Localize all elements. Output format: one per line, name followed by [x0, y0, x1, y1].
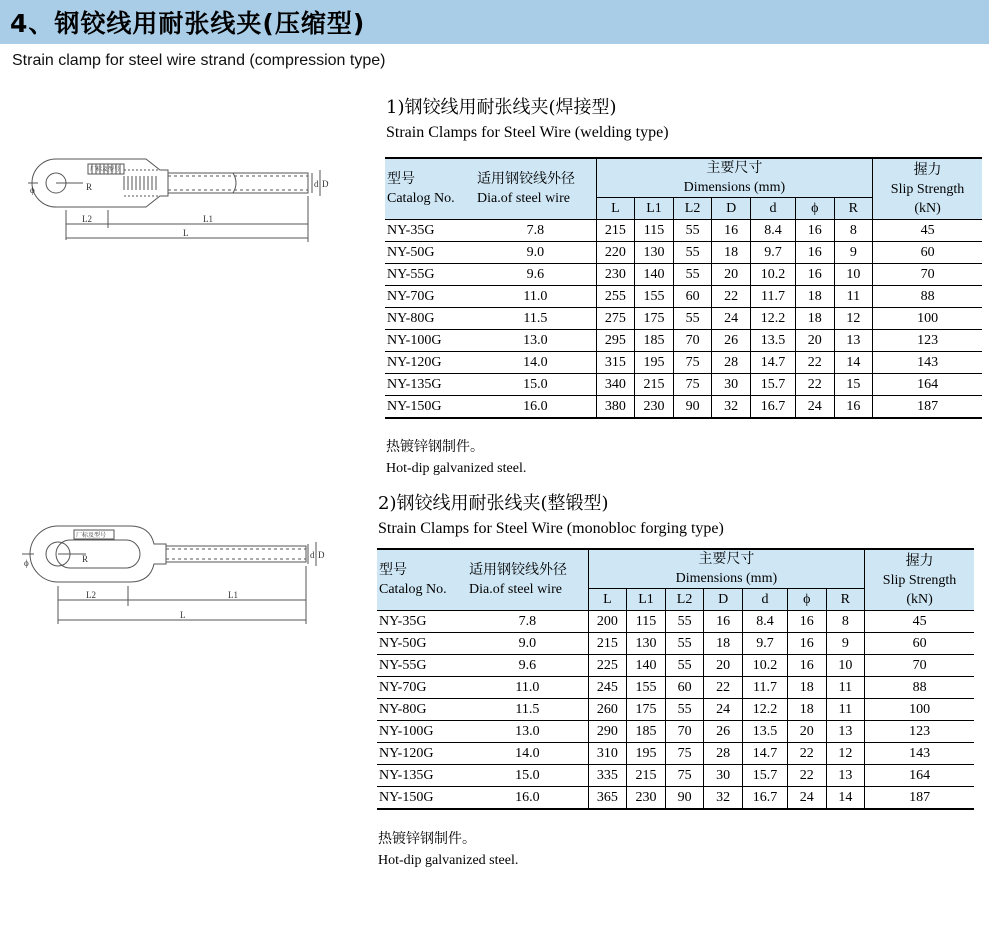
value-cell: 9.7 [742, 633, 787, 655]
drawing2-tag-label: 厂标及型号 [76, 533, 107, 539]
dim-col-header: D [704, 589, 743, 611]
value-cell: 11.5 [475, 308, 596, 330]
value-cell: 143 [865, 743, 974, 765]
value-cell: 200 [588, 611, 627, 633]
catalog-header: 型号 Catalog No. [377, 549, 467, 611]
dim-col-header: d [750, 198, 795, 220]
value-cell: 215 [635, 374, 674, 396]
table-row [385, 308, 982, 330]
value-cell: 155 [627, 677, 666, 699]
value-cell: 365 [588, 787, 627, 810]
drawing-d-label: d [314, 179, 319, 189]
value-cell: 8 [834, 220, 873, 242]
table-row [377, 699, 974, 721]
value-cell: 8.4 [742, 611, 787, 633]
table-row [385, 242, 982, 264]
drawing2-d-label: d [310, 550, 315, 560]
value-cell: 7.8 [467, 611, 588, 633]
value-cell: 10 [834, 264, 873, 286]
value-cell: 260 [588, 699, 627, 721]
value-cell: 75 [673, 352, 712, 374]
header-band [0, 0, 989, 44]
value-cell: 11 [826, 677, 865, 699]
value-cell: 100 [873, 308, 982, 330]
value-cell: 16.7 [742, 787, 787, 810]
value-cell: 16 [787, 655, 826, 677]
value-cell: 123 [865, 721, 974, 743]
value-cell: 11.0 [467, 677, 588, 699]
value-cell: 88 [865, 677, 974, 699]
value-cell: 30 [712, 374, 751, 396]
value-cell: 14.0 [475, 352, 596, 374]
value-cell: 8 [826, 611, 865, 633]
value-cell: 155 [635, 286, 674, 308]
catalog-cell: NY-80G [377, 699, 467, 721]
table-row [377, 677, 974, 699]
forging-clamp-drawing [18, 520, 333, 630]
value-cell: 70 [865, 655, 974, 677]
dia-header: 适用钢铰线外径 Dia.of steel wire [475, 158, 596, 220]
table-row [385, 396, 982, 419]
value-cell: 15.0 [467, 765, 588, 787]
value-cell: 185 [627, 721, 666, 743]
value-cell: 195 [627, 743, 666, 765]
value-cell: 55 [665, 699, 704, 721]
value-cell: 13.5 [742, 721, 787, 743]
value-cell: 11.5 [467, 699, 588, 721]
section1-note: 热镀锌钢制件。 Hot-dip galvanized steel. [386, 440, 527, 476]
table-row [385, 264, 982, 286]
value-cell: 55 [673, 264, 712, 286]
value-cell: 290 [588, 721, 627, 743]
catalog-cell: NY-150G [385, 396, 475, 419]
drawing2-phi-label: ϕ [24, 558, 29, 568]
value-cell: 9.0 [467, 633, 588, 655]
dim-col-header: L1 [627, 589, 666, 611]
section2-subtitle: Strain Clamps for Steel Wire (monobloc forging type) [378, 520, 724, 537]
value-cell: 26 [712, 330, 751, 352]
value-cell: 12 [826, 743, 865, 765]
value-cell: 22 [795, 352, 834, 374]
value-cell: 15 [834, 374, 873, 396]
value-cell: 14 [834, 352, 873, 374]
value-cell: 14.0 [467, 743, 588, 765]
value-cell: 26 [704, 721, 743, 743]
drawing-phi-label: ϕ [30, 185, 35, 195]
value-cell: 20 [712, 264, 751, 286]
value-cell: 10 [826, 655, 865, 677]
value-cell: 70 [673, 330, 712, 352]
value-cell: 22 [787, 765, 826, 787]
catalog-header: 型号 Catalog No. [385, 158, 475, 220]
welding-clamp-drawing [28, 150, 333, 250]
value-cell: 75 [673, 374, 712, 396]
value-cell: 18 [795, 308, 834, 330]
value-cell: 28 [704, 743, 743, 765]
value-cell: 310 [588, 743, 627, 765]
value-cell: 215 [596, 220, 635, 242]
drawing-r-label: R [86, 182, 93, 192]
value-cell: 9.7 [750, 242, 795, 264]
value-cell: 100 [865, 699, 974, 721]
value-cell: 20 [704, 655, 743, 677]
value-cell: 7.8 [475, 220, 596, 242]
table-row [377, 743, 974, 765]
value-cell: 9.6 [475, 264, 596, 286]
catalog-cell: NY-135G [385, 374, 475, 396]
value-cell: 22 [704, 677, 743, 699]
table-row [377, 655, 974, 677]
value-cell: 14 [826, 787, 865, 810]
value-cell: 32 [712, 396, 751, 419]
dim-col-header: L [588, 589, 627, 611]
value-cell: 10.2 [750, 264, 795, 286]
value-cell: 14.7 [750, 352, 795, 374]
slip-header: 握力 Slip Strength (kN) [865, 549, 974, 611]
value-cell: 164 [865, 765, 974, 787]
catalog-cell: NY-135G [377, 765, 467, 787]
value-cell: 60 [665, 677, 704, 699]
value-cell: 16 [834, 396, 873, 419]
value-cell: 9.6 [467, 655, 588, 677]
page-subtitle: Strain clamp for steel wire strand (compression type) [12, 52, 386, 69]
drawing2-dd-label: D [318, 550, 325, 560]
value-cell: 13.0 [475, 330, 596, 352]
value-cell: 24 [704, 699, 743, 721]
value-cell: 13.5 [750, 330, 795, 352]
value-cell: 13 [826, 765, 865, 787]
table-row [385, 286, 982, 308]
drawing-l2-label: L2 [82, 214, 92, 224]
value-cell: 275 [596, 308, 635, 330]
catalog-cell: NY-80G [385, 308, 475, 330]
dimensions-header: 主要尺寸 Dimensions (mm) [596, 158, 872, 198]
table-row [377, 633, 974, 655]
catalog-cell: NY-150G [377, 787, 467, 810]
value-cell: 220 [596, 242, 635, 264]
value-cell: 16.0 [475, 396, 596, 419]
dim-col-header: R [834, 198, 873, 220]
value-cell: 55 [673, 308, 712, 330]
value-cell: 88 [873, 286, 982, 308]
value-cell: 18 [704, 633, 743, 655]
value-cell: 175 [627, 699, 666, 721]
value-cell: 143 [873, 352, 982, 374]
dim-col-header: L2 [673, 198, 712, 220]
value-cell: 230 [627, 787, 666, 810]
section2-title: 2)钢铰线用耐张线夹(整锻型) [378, 493, 609, 514]
value-cell: 295 [596, 330, 635, 352]
value-cell: 14.7 [742, 743, 787, 765]
value-cell: 11.7 [750, 286, 795, 308]
value-cell: 9.0 [475, 242, 596, 264]
value-cell: 9 [826, 633, 865, 655]
table-row [377, 721, 974, 743]
value-cell: 175 [635, 308, 674, 330]
value-cell: 16 [712, 220, 751, 242]
dim-col-header: L [596, 198, 635, 220]
slip-header: 握力 Slip Strength (kN) [873, 158, 982, 220]
value-cell: 10.2 [742, 655, 787, 677]
value-cell: 16 [795, 242, 834, 264]
page-title: 4、钢铰线用耐张线夹(压缩型) [10, 9, 366, 38]
value-cell: 22 [712, 286, 751, 308]
drawing-tag-label: 厂标及型号 [90, 167, 121, 173]
catalog-cell: NY-100G [377, 721, 467, 743]
value-cell: 55 [673, 220, 712, 242]
value-cell: 225 [588, 655, 627, 677]
value-cell: 45 [873, 220, 982, 242]
value-cell: 55 [673, 242, 712, 264]
table-row [377, 787, 974, 810]
value-cell: 55 [665, 633, 704, 655]
value-cell: 230 [635, 396, 674, 419]
value-cell: 15.7 [750, 374, 795, 396]
dia-header: 适用钢铰线外径 Dia.of steel wire [467, 549, 588, 611]
value-cell: 230 [596, 264, 635, 286]
value-cell: 18 [787, 677, 826, 699]
table-row [385, 374, 982, 396]
value-cell: 70 [665, 721, 704, 743]
value-cell: 60 [865, 633, 974, 655]
value-cell: 164 [873, 374, 982, 396]
section2-note: 热镀锌钢制件。 Hot-dip galvanized steel. [378, 832, 519, 868]
value-cell: 15.7 [742, 765, 787, 787]
value-cell: 75 [665, 765, 704, 787]
value-cell: 28 [712, 352, 751, 374]
value-cell: 24 [712, 308, 751, 330]
value-cell: 140 [627, 655, 666, 677]
section1-title: 1)钢铰线用耐张线夹(焊接型) [386, 97, 617, 118]
value-cell: 115 [627, 611, 666, 633]
value-cell: 20 [787, 721, 826, 743]
value-cell: 16.0 [467, 787, 588, 810]
value-cell: 380 [596, 396, 635, 419]
value-cell: 18 [787, 699, 826, 721]
section1-subtitle: Strain Clamps for Steel Wire (welding type) [386, 124, 669, 141]
value-cell: 335 [588, 765, 627, 787]
value-cell: 13 [826, 721, 865, 743]
value-cell: 245 [588, 677, 627, 699]
value-cell: 140 [635, 264, 674, 286]
value-cell: 30 [704, 765, 743, 787]
value-cell: 11.7 [742, 677, 787, 699]
catalog-cell: NY-120G [377, 743, 467, 765]
drawing2-l-label: L [180, 610, 186, 620]
value-cell: 9 [834, 242, 873, 264]
value-cell: 255 [596, 286, 635, 308]
catalog-cell: NY-50G [385, 242, 475, 264]
value-cell: 13 [834, 330, 873, 352]
value-cell: 215 [627, 765, 666, 787]
value-cell: 13.0 [467, 721, 588, 743]
catalog-cell: NY-50G [377, 633, 467, 655]
drawing-l-label: L [183, 228, 189, 238]
value-cell: 130 [627, 633, 666, 655]
value-cell: 12.2 [742, 699, 787, 721]
value-cell: 75 [665, 743, 704, 765]
value-cell: 90 [665, 787, 704, 810]
value-cell: 187 [865, 787, 974, 810]
table-row [385, 352, 982, 374]
value-cell: 15.0 [475, 374, 596, 396]
dim-col-header: d [742, 589, 787, 611]
value-cell: 55 [665, 611, 704, 633]
value-cell: 20 [795, 330, 834, 352]
dimensions-header: 主要尺寸 Dimensions (mm) [588, 549, 864, 589]
value-cell: 24 [795, 396, 834, 419]
table-row [385, 220, 982, 242]
dim-col-header: ϕ [787, 589, 826, 611]
dim-col-header: ϕ [795, 198, 834, 220]
catalog-cell: NY-120G [385, 352, 475, 374]
value-cell: 16 [795, 264, 834, 286]
value-cell: 315 [596, 352, 635, 374]
catalog-cell: NY-70G [377, 677, 467, 699]
forging-spec-table [377, 548, 974, 810]
value-cell: 32 [704, 787, 743, 810]
value-cell: 16 [787, 633, 826, 655]
catalog-cell: NY-55G [377, 655, 467, 677]
catalog-cell: NY-35G [377, 611, 467, 633]
value-cell: 55 [665, 655, 704, 677]
table-row [377, 765, 974, 787]
value-cell: 70 [873, 264, 982, 286]
value-cell: 215 [588, 633, 627, 655]
value-cell: 22 [795, 374, 834, 396]
value-cell: 18 [712, 242, 751, 264]
value-cell: 90 [673, 396, 712, 419]
value-cell: 16.7 [750, 396, 795, 419]
value-cell: 123 [873, 330, 982, 352]
value-cell: 185 [635, 330, 674, 352]
drawing2-r-label: R [82, 554, 89, 564]
catalog-cell: NY-35G [385, 220, 475, 242]
value-cell: 8.4 [750, 220, 795, 242]
value-cell: 16 [704, 611, 743, 633]
value-cell: 11 [834, 286, 873, 308]
value-cell: 16 [787, 611, 826, 633]
dim-col-header: L2 [665, 589, 704, 611]
value-cell: 11.0 [475, 286, 596, 308]
drawing-dd-label: D [322, 179, 329, 189]
catalog-cell: NY-55G [385, 264, 475, 286]
value-cell: 60 [873, 242, 982, 264]
table-row [385, 330, 982, 352]
value-cell: 24 [787, 787, 826, 810]
drawing2-l1-label: L1 [228, 590, 238, 600]
catalog-cell: NY-100G [385, 330, 475, 352]
catalog-cell: NY-70G [385, 286, 475, 308]
value-cell: 18 [795, 286, 834, 308]
drawing-l1-label: L1 [203, 214, 213, 224]
dim-col-header: L1 [635, 198, 674, 220]
value-cell: 115 [635, 220, 674, 242]
value-cell: 195 [635, 352, 674, 374]
value-cell: 340 [596, 374, 635, 396]
value-cell: 16 [795, 220, 834, 242]
table-row [377, 611, 974, 633]
value-cell: 12 [834, 308, 873, 330]
value-cell: 60 [673, 286, 712, 308]
value-cell: 45 [865, 611, 974, 633]
welding-spec-table [385, 157, 982, 419]
dim-col-header: D [712, 198, 751, 220]
value-cell: 187 [873, 396, 982, 419]
value-cell: 22 [787, 743, 826, 765]
value-cell: 11 [826, 699, 865, 721]
value-cell: 130 [635, 242, 674, 264]
dim-col-header: R [826, 589, 865, 611]
value-cell: 12.2 [750, 308, 795, 330]
drawing2-l2-label: L2 [86, 590, 96, 600]
